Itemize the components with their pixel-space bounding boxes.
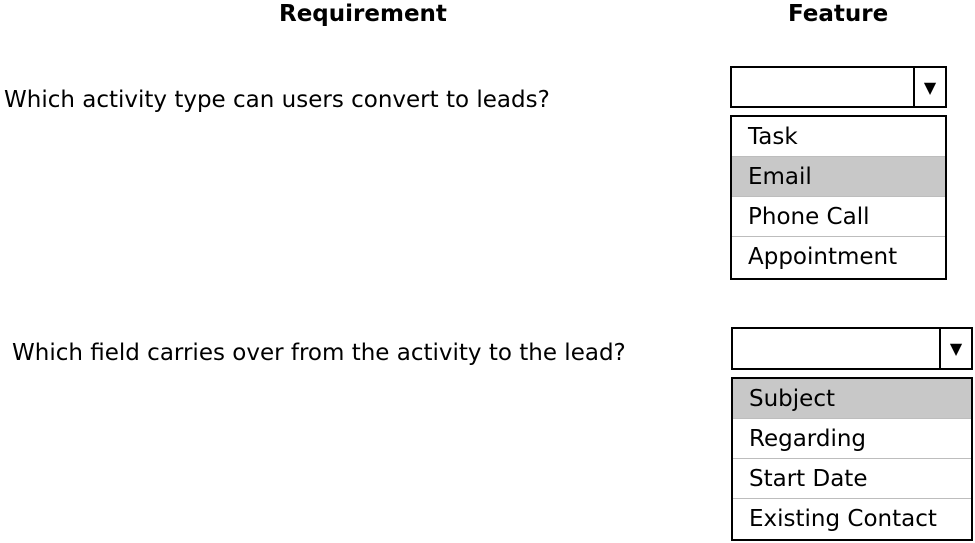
option-start-date[interactable]: Start Date [733,459,971,499]
question-2-option-list [731,377,973,541]
dropdown-arrow-icon[interactable]: ▼ [939,329,971,368]
option-phone-call[interactable]: Phone Call [732,197,945,237]
option-regarding[interactable]: Regarding [733,419,971,459]
question-2-dropdown[interactable] [731,327,973,370]
option-email[interactable]: Email [732,157,945,197]
option-existing-contact[interactable]: Existing Contact [749,506,937,532]
question-1-dropdown[interactable] [730,66,947,108]
option-task[interactable]: Task [732,117,945,157]
question-1-text: Which activity type can users convert to leads? [4,87,550,113]
option-appointment[interactable]: Appointment [748,244,898,270]
requirement-header: Requirement [279,1,447,27]
question-2-text: Which field carries over from the activity to the lead? [12,340,626,366]
question-1-option-list [730,115,947,280]
dropdown-arrow-icon[interactable]: ▼ [913,68,945,106]
option-subject[interactable]: Subject [733,379,971,419]
feature-header: Feature [788,1,889,27]
